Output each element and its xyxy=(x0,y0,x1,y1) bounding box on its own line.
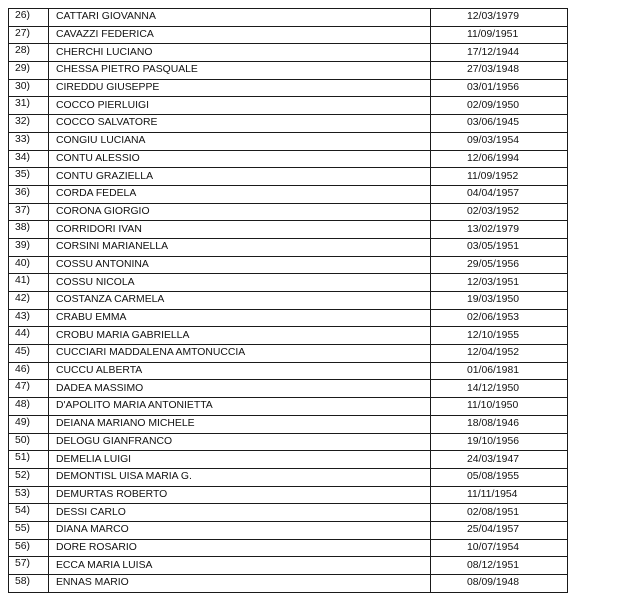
person-name: CAVAZZI FEDERICA xyxy=(49,26,431,44)
table-row xyxy=(9,345,568,363)
row-number: 33) xyxy=(9,132,49,150)
row-number: 26) xyxy=(9,9,49,27)
row-number: 44) xyxy=(9,327,49,345)
row-number: 35) xyxy=(9,168,49,186)
birth-date: 02/09/1950 xyxy=(431,97,568,115)
person-name: COCCO PIERLUIGI xyxy=(49,97,431,115)
person-name: CUCCIARI MADDALENA AMTONUCCIA xyxy=(49,345,431,363)
person-name: DEMURTAS ROBERTO xyxy=(49,486,431,504)
birth-date: 24/03/1947 xyxy=(431,451,568,469)
row-number: 53) xyxy=(9,486,49,504)
birth-date: 03/05/1951 xyxy=(431,238,568,256)
table-row xyxy=(9,309,568,327)
birth-date: 11/11/1954 xyxy=(431,486,568,504)
person-name: DESSI CARLO xyxy=(49,504,431,522)
table-row xyxy=(9,468,568,486)
table-row xyxy=(9,398,568,416)
row-number: 54) xyxy=(9,504,49,522)
person-name: DIANA MARCO xyxy=(49,521,431,539)
row-number: 56) xyxy=(9,539,49,557)
row-number: 32) xyxy=(9,115,49,133)
table-row xyxy=(9,9,568,27)
person-name: CHESSA PIETRO PASQUALE xyxy=(49,62,431,80)
person-name: CORRIDORI IVAN xyxy=(49,221,431,239)
table-row xyxy=(9,486,568,504)
table-row xyxy=(9,115,568,133)
birth-date: 14/12/1950 xyxy=(431,380,568,398)
birth-date: 29/05/1956 xyxy=(431,256,568,274)
birth-date: 02/06/1953 xyxy=(431,309,568,327)
table-row xyxy=(9,238,568,256)
person-name: CUCCU ALBERTA xyxy=(49,362,431,380)
row-number: 51) xyxy=(9,451,49,469)
table-row xyxy=(9,221,568,239)
person-name: CATTARI GIOVANNA xyxy=(49,9,431,27)
table-body xyxy=(9,9,568,593)
person-name: COSSU ANTONINA xyxy=(49,256,431,274)
birth-date: 03/01/1956 xyxy=(431,79,568,97)
birth-date: 25/04/1957 xyxy=(431,521,568,539)
table-row xyxy=(9,185,568,203)
person-name: ENNAS MARIO xyxy=(49,575,431,593)
birth-date: 05/08/1955 xyxy=(431,468,568,486)
person-name: D'APOLITO MARIA ANTONIETTA xyxy=(49,398,431,416)
table-row xyxy=(9,327,568,345)
birth-date: 09/03/1954 xyxy=(431,132,568,150)
table-row xyxy=(9,168,568,186)
row-number: 45) xyxy=(9,345,49,363)
row-number: 28) xyxy=(9,44,49,62)
birth-date: 08/09/1948 xyxy=(431,575,568,593)
person-name: DEMELIA LUIGI xyxy=(49,451,431,469)
person-name: CRABU EMMA xyxy=(49,309,431,327)
row-number: 55) xyxy=(9,521,49,539)
row-number: 27) xyxy=(9,26,49,44)
birth-date: 01/06/1981 xyxy=(431,362,568,380)
person-name: DORE ROSARIO xyxy=(49,539,431,557)
row-number: 47) xyxy=(9,380,49,398)
row-number: 42) xyxy=(9,292,49,310)
person-name: DELOGU GIANFRANCO xyxy=(49,433,431,451)
row-number: 49) xyxy=(9,415,49,433)
person-name: CORSINI MARIANELLA xyxy=(49,238,431,256)
birth-date: 27/03/1948 xyxy=(431,62,568,80)
row-number: 46) xyxy=(9,362,49,380)
birth-date: 08/12/1951 xyxy=(431,557,568,575)
person-name: CHERCHI LUCIANO xyxy=(49,44,431,62)
birth-date: 11/09/1951 xyxy=(431,26,568,44)
birth-date: 11/10/1950 xyxy=(431,398,568,416)
person-name: CONGIU LUCIANA xyxy=(49,132,431,150)
birth-date: 10/07/1954 xyxy=(431,539,568,557)
person-name: CORDA FEDELA xyxy=(49,185,431,203)
person-name: CONTU GRAZIELLA xyxy=(49,168,431,186)
table-row xyxy=(9,44,568,62)
row-number: 40) xyxy=(9,256,49,274)
table-row xyxy=(9,62,568,80)
table-row xyxy=(9,521,568,539)
row-number: 39) xyxy=(9,238,49,256)
birth-date: 12/10/1955 xyxy=(431,327,568,345)
birth-date: 12/03/1979 xyxy=(431,9,568,27)
row-number: 57) xyxy=(9,557,49,575)
person-name: ECCA MARIA LUISA xyxy=(49,557,431,575)
row-number: 37) xyxy=(9,203,49,221)
table-row xyxy=(9,451,568,469)
birth-date: 02/03/1952 xyxy=(431,203,568,221)
person-name: COSSU NICOLA xyxy=(49,274,431,292)
person-name: DEIANA MARIANO MICHELE xyxy=(49,415,431,433)
person-name: DEMONTISL UISA MARIA G. xyxy=(49,468,431,486)
person-name: COSTANZA CARMELA xyxy=(49,292,431,310)
table-row xyxy=(9,575,568,593)
table-row xyxy=(9,150,568,168)
table-row xyxy=(9,132,568,150)
row-number: 41) xyxy=(9,274,49,292)
birth-date: 03/06/1945 xyxy=(431,115,568,133)
person-name: CIREDDU GIUSEPPE xyxy=(49,79,431,97)
row-number: 34) xyxy=(9,150,49,168)
birth-date: 18/08/1946 xyxy=(431,415,568,433)
people-table xyxy=(8,8,568,593)
birth-date: 12/06/1994 xyxy=(431,150,568,168)
person-name: DADEA MASSIMO xyxy=(49,380,431,398)
birth-date: 11/09/1952 xyxy=(431,168,568,186)
table-row xyxy=(9,415,568,433)
row-number: 36) xyxy=(9,185,49,203)
row-number: 52) xyxy=(9,468,49,486)
birth-date: 19/03/1950 xyxy=(431,292,568,310)
person-name: CORONA GIORGIO xyxy=(49,203,431,221)
birth-date: 19/10/1956 xyxy=(431,433,568,451)
birth-date: 12/04/1952 xyxy=(431,345,568,363)
table-row xyxy=(9,97,568,115)
table-row xyxy=(9,79,568,97)
table-row xyxy=(9,504,568,522)
row-number: 38) xyxy=(9,221,49,239)
person-name: CROBU MARIA GABRIELLA xyxy=(49,327,431,345)
table-row xyxy=(9,557,568,575)
row-number: 58) xyxy=(9,575,49,593)
row-number: 43) xyxy=(9,309,49,327)
row-number: 30) xyxy=(9,79,49,97)
person-name: COCCO SALVATORE xyxy=(49,115,431,133)
table-row xyxy=(9,380,568,398)
birth-date: 04/04/1957 xyxy=(431,185,568,203)
row-number: 31) xyxy=(9,97,49,115)
row-number: 48) xyxy=(9,398,49,416)
table-row xyxy=(9,203,568,221)
row-number: 29) xyxy=(9,62,49,80)
birth-date: 02/08/1951 xyxy=(431,504,568,522)
table-row xyxy=(9,256,568,274)
table-row xyxy=(9,362,568,380)
birth-date: 13/02/1979 xyxy=(431,221,568,239)
person-name: CONTU ALESSIO xyxy=(49,150,431,168)
table-row xyxy=(9,433,568,451)
table-row xyxy=(9,539,568,557)
table-row xyxy=(9,26,568,44)
table-row xyxy=(9,292,568,310)
table-row xyxy=(9,274,568,292)
birth-date: 12/03/1951 xyxy=(431,274,568,292)
birth-date: 17/12/1944 xyxy=(431,44,568,62)
row-number: 50) xyxy=(9,433,49,451)
